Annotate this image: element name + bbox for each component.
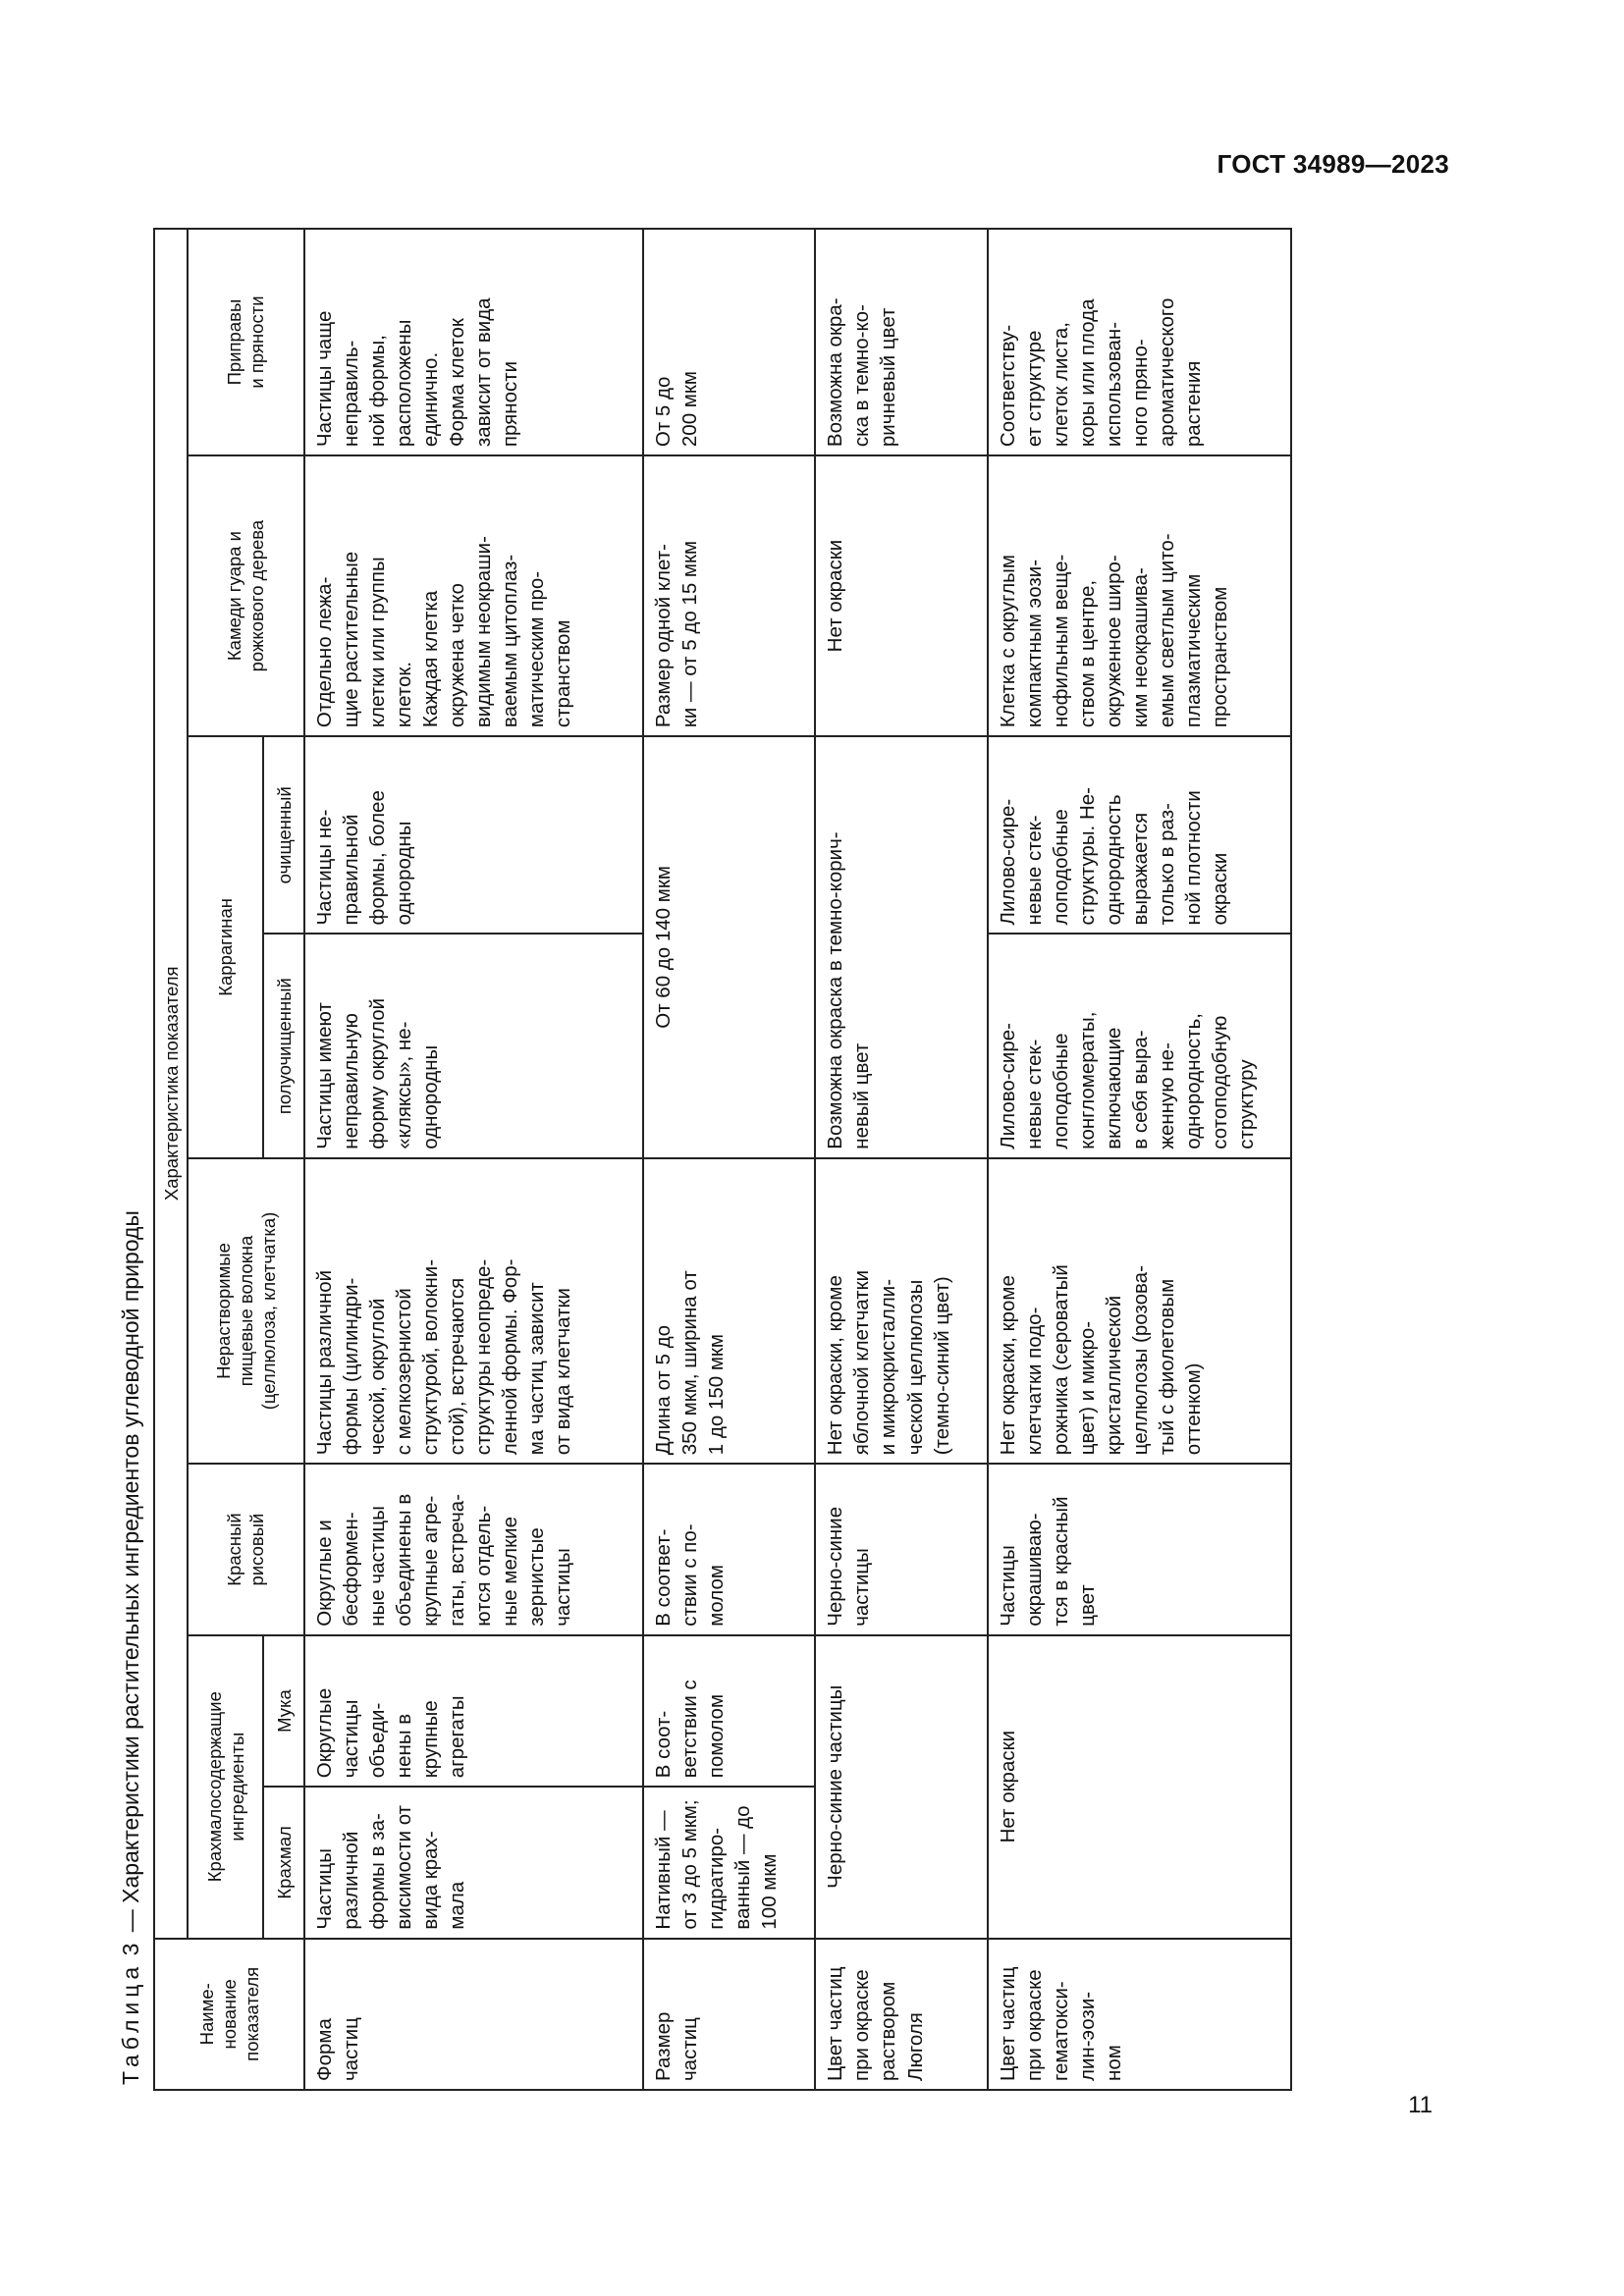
rotated-table-area — [108, 226, 1296, 2091]
cell-fibers: Нет окраски, кроме клетчатки подо- рожника (сероватый цвет) и микро- кристаллической целлюлозы (розова- тый с фиолетовым оттенком) — [988, 1158, 1291, 1465]
row-indicator: Цвет частиц при окраске гематокси- лин-эози- ном — [988, 1939, 1291, 2090]
cell-carrageenan: Возможна окраска в темно-корич- невый цвет — [815, 736, 987, 1158]
row-indicator: Размер частиц — [643, 1939, 815, 2090]
cell-starch: Частицы различной формы в за- висимости от вида крах- мала — [304, 1787, 643, 1938]
row-indicator: Форма частиц — [304, 1939, 643, 2090]
cell-gums: Размер одной клет- ки — от 5 до 15 мкм — [643, 455, 815, 736]
cell-spices: От 5 до 200 мкм — [643, 229, 815, 455]
cell-fibers: Частицы различной формы (цилиндри- ческой, округлой с мелкозернистой структурой, волокни- стой), встречаются структуры неопреде- ленной формы. Фор- ма частиц зависит от вида клетчатки — [304, 1158, 643, 1465]
header-carrageenan: Каррагинан — [188, 736, 263, 1158]
cell-fibers: Нет окраски, кроме яблочной клетчатки и микрокристалли- ческой целлюлозы (темно-синий цвет) — [815, 1158, 987, 1465]
page-number: 11 — [1408, 2092, 1433, 2118]
table-row — [815, 229, 987, 2090]
header-refined: очищенный — [263, 736, 303, 934]
cell-red-rice: Округлые и бесформен- ные частицы объединены в крупные агре- гаты, встреча- ются отдель- ные мелкие зернистые частицы — [304, 1464, 643, 1635]
cell-starch-group: Черно-синие частицы — [815, 1635, 987, 1939]
cell-refined: Лилово-сире- невые стек- лоподобные структуры. Не- однородность выражается только в раз- ной плотности окраски — [988, 736, 1291, 934]
header-indicator: Наиме- нование показателя — [154, 1939, 304, 2090]
caption-number: 3 — [118, 1938, 143, 1956]
header-starch-group: Крахмалосодержащие ингредиенты — [188, 1635, 263, 1939]
cell-gums: Нет окраски — [815, 455, 987, 736]
header-gums: Камеди гуара и рожкового дерева — [188, 455, 304, 736]
header-spices: Приправы и пряности — [188, 229, 304, 455]
cell-spices: Соответству- ет структуре клеток листа, коры или плода использован- ного пряно- ароматического растения — [988, 229, 1291, 455]
table-row — [643, 229, 815, 2090]
caption-label: Таблица — [118, 1961, 143, 2085]
caption-title: — Характеристики растительных ингредиентов углеводной природы — [118, 1210, 143, 1933]
table-caption — [108, 226, 153, 2091]
cell-semi-refined: Частицы имеют неправильную форму округлой «кляксы», не- однородны — [304, 934, 643, 1157]
header-starch: Крахмал — [263, 1787, 303, 1938]
cell-starch: Нативный — от 3 до 5 мкм; гидратиро- ванный — до 100 мкм — [643, 1787, 815, 1938]
header-flour: Мука — [263, 1635, 303, 1787]
table-row — [304, 229, 643, 2090]
cell-fibers: Длина от 5 до 350 мкм, ширина от 1 до 150 мкм — [643, 1158, 815, 1465]
cell-flour: Округлые частицы объеди- нены в крупные агрегаты — [304, 1635, 643, 1787]
cell-refined: Частицы не- правильной формы, более однородны — [304, 736, 643, 934]
table-row — [988, 229, 1291, 2090]
header-characteristic: Характеристика показателя — [154, 229, 188, 1939]
cell-red-rice: Черно-синие частицы — [815, 1464, 987, 1635]
header-fibers: Нерастворимые пищевые волокна (целлюлоза, клетчатка) — [188, 1158, 304, 1465]
characteristics-table — [153, 228, 1292, 2091]
cell-starch-group: Нет окраски — [988, 1635, 1291, 1939]
cell-gums: Отдельно лежа- щие растительные клетки или группы клеток. Каждая клетка окружена четко видимым неокраши- ваемым цитоплаз- матическим про- странством — [304, 455, 643, 736]
cell-semi-refined: Лилово-сире- невые стек- лоподобные конгломераты, включающие в себя выра- женную не- однородность, сотоподобную структуру — [988, 934, 1291, 1157]
document-header: ГОСТ 34989—2023 — [1217, 149, 1449, 179]
cell-flour: В соот- ветствии с помолом — [643, 1635, 815, 1787]
cell-gums: Клетка с округлым компактным эози- нофильным веще- ством в центре, окруженное широ- ким неокрашива- емым светлым цито- плазматическим пространством — [988, 455, 1291, 736]
cell-spices: Частицы чаще неправиль- ной формы, расположены единично. Форма клеток зависит от вида пряности — [304, 229, 643, 455]
cell-carrageenan: От 60 до 140 мкм — [643, 736, 815, 1158]
cell-spices: Возможна окра- ска в темно-ко- ричневый цвет — [815, 229, 987, 455]
cell-red-rice: В соответ- ствии с по- молом — [643, 1464, 815, 1635]
cell-red-rice: Частицы окрашиваю- тся в красный цвет — [988, 1464, 1291, 1635]
header-semi-refined: полуочищенный — [263, 934, 303, 1157]
row-indicator: Цвет частиц при окраске раствором Люголя — [815, 1939, 987, 2090]
header-red-rice: Красный рисовый — [188, 1464, 304, 1635]
